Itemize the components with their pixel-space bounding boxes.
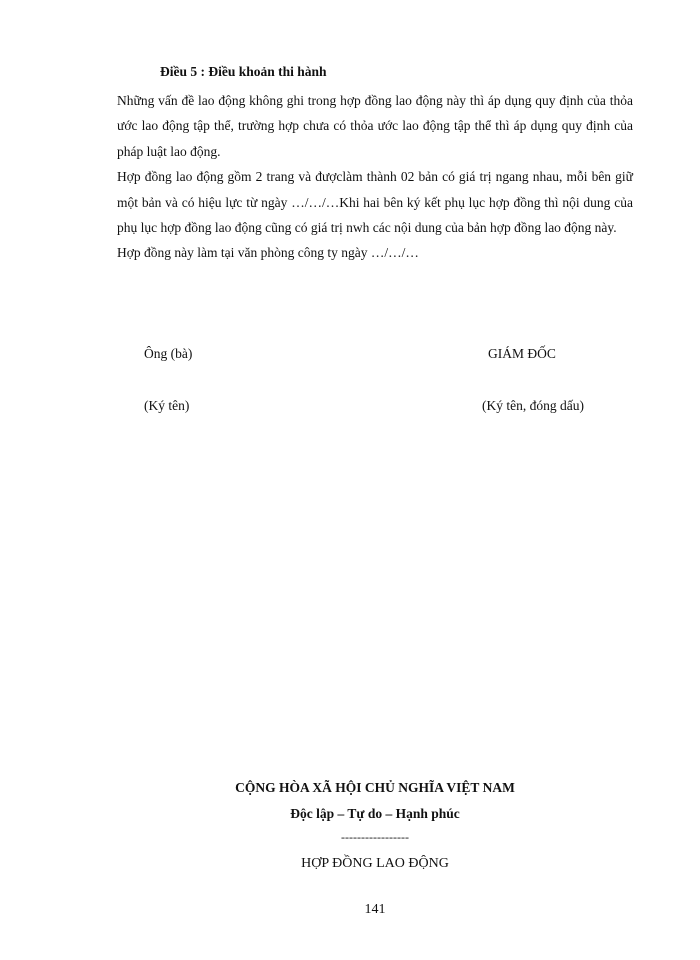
- director-signature-note: (Ký tên, đóng dấu): [482, 398, 584, 413]
- national-motto: Độc lập – Tự do – Hạnh phúc: [290, 806, 460, 821]
- paragraph-place-date: Hợp đồng này làm tại văn phòng công ty ngày …/…/…: [117, 245, 419, 261]
- national-title: CỘNG HÒA XÃ HỘI CHỦ NGHĨA VIỆT NAM: [235, 780, 515, 795]
- document-title: HỢP ĐỒNG LAO ĐỘNG: [301, 856, 449, 871]
- article-heading: Điều 5 : Điều khoản thi hành: [160, 64, 327, 79]
- employee-signature-note: (Ký tên): [144, 398, 190, 413]
- director-signature-title: GIÁM ĐỐC: [488, 346, 556, 361]
- page-number: 141: [364, 902, 386, 917]
- article-body: [117, 88, 633, 266]
- paragraph-copies-validity: Hợp đồng lao động gồm 2 trang và đượclàm thành 02 bản có giá trị ngang nhau, mỗi bên giữ một bản và có hiệu lực từ ngày …/…/…Khi hai bên ký kết phụ lục hợp đồng thì nội dung của phụ lục hợp đồng lao động cũng có giá trị nwh các nội dung của bản hợp đồng lao động này.: [117, 169, 633, 236]
- header-divider: -----------------: [341, 830, 409, 844]
- employee-signature-title: Ông (bà): [144, 346, 193, 361]
- paragraph-applicable-rules: Những vấn đề lao động không ghi trong hợp đồng lao động này thì áp dụng quy định của thỏa ước lao động tập thể, trường hợp chưa có thỏa ước lao động tập thể thì áp dụng quy định của pháp luật lao động.: [117, 93, 633, 159]
